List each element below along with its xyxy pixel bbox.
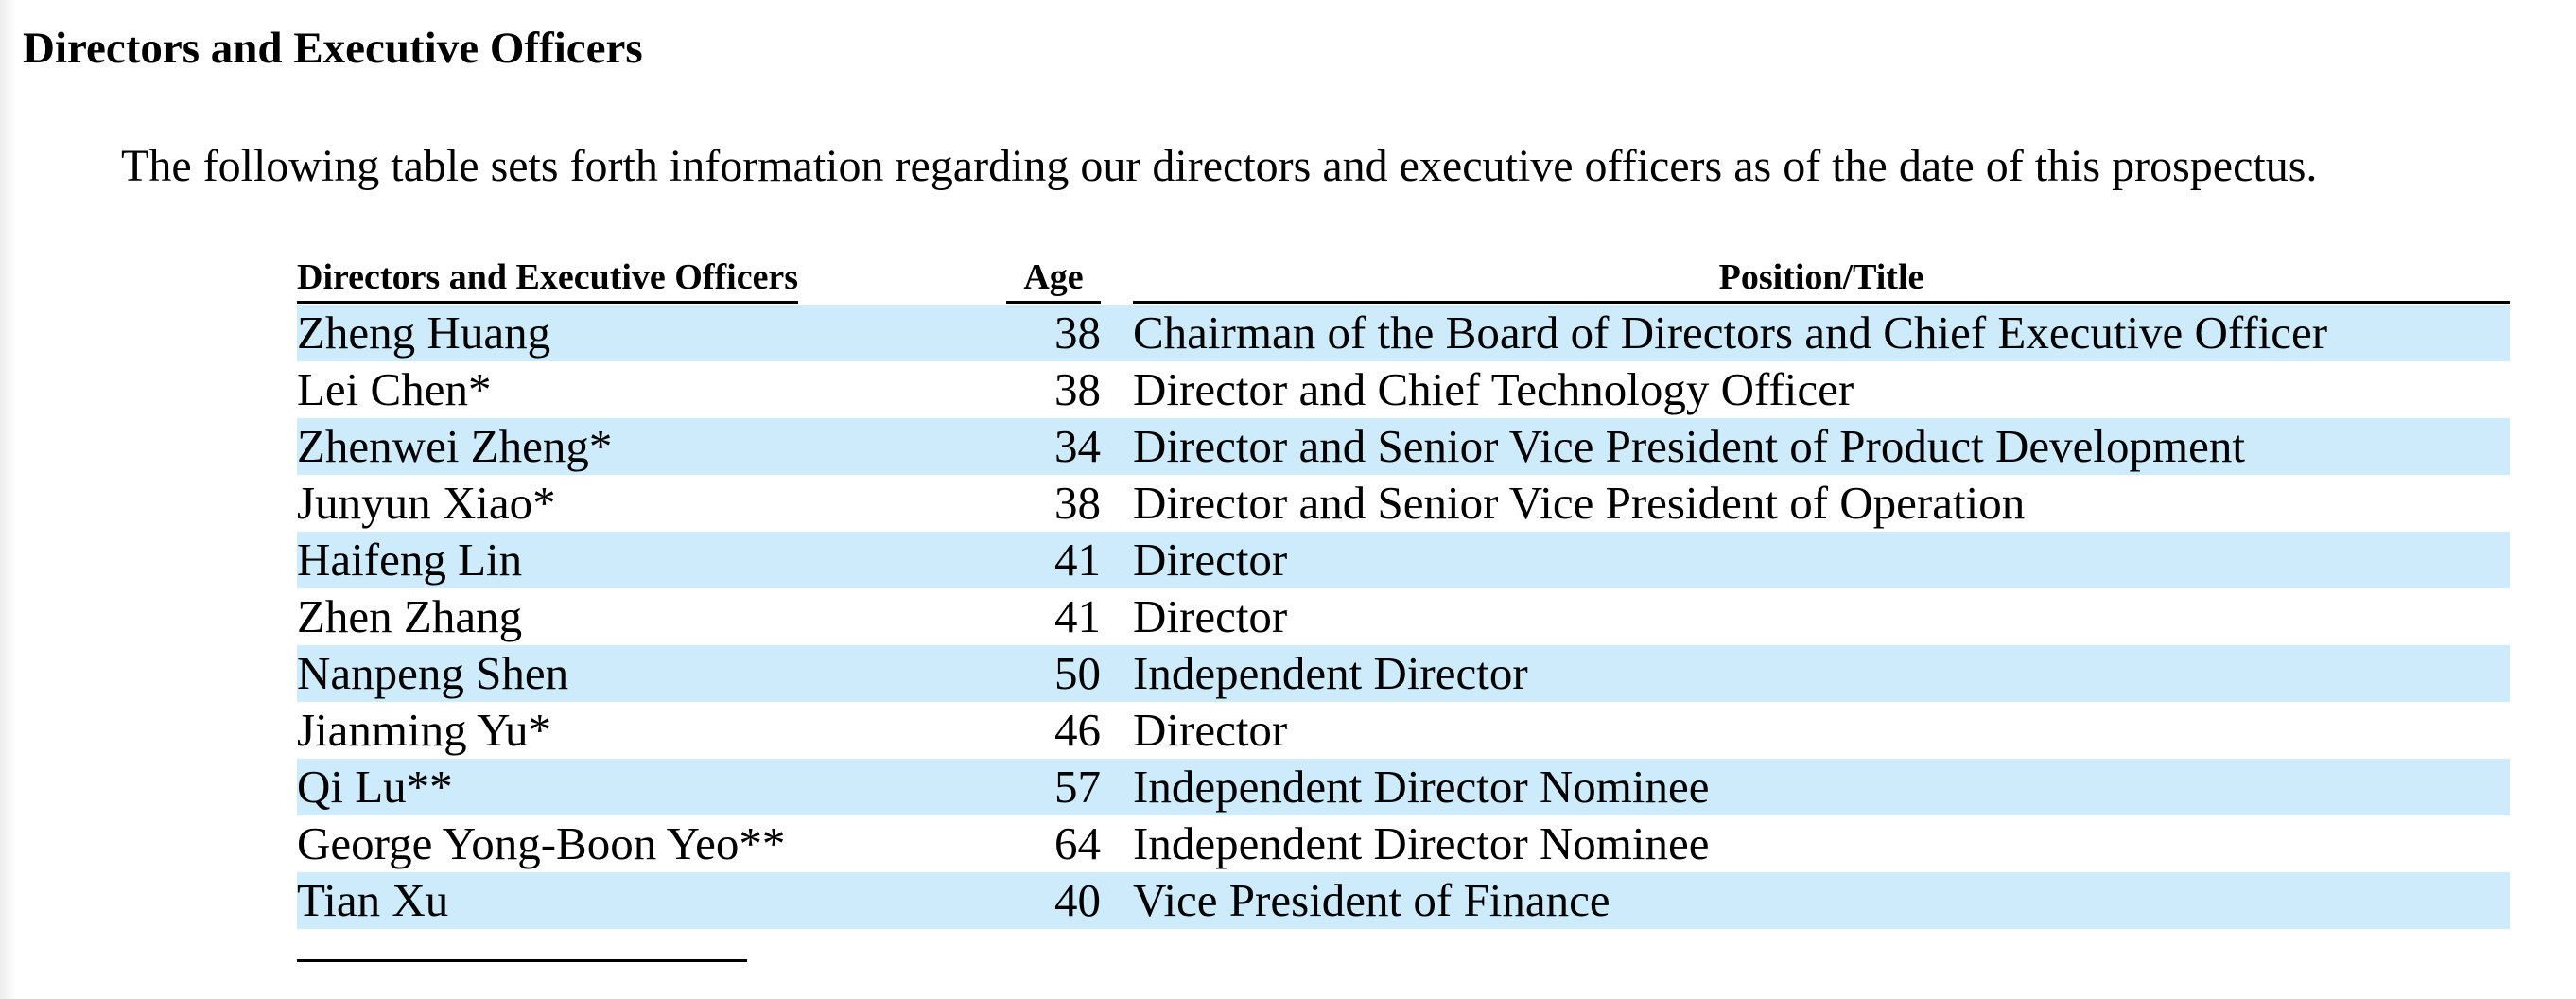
cell-age: 40 [1054,874,1101,926]
table-row [297,588,2510,645]
column-header-position: Position/Title [1133,254,2510,304]
cell-position: Director [1133,534,1288,586]
cell-name: Qi Lu** [297,761,453,813]
cell-age: 57 [1054,761,1101,813]
table-body [297,305,2510,929]
cell-name: Junyun Xiao* [297,477,556,529]
section-heading: Directors and Executive Officers [23,24,643,73]
table-row [297,532,2510,588]
table-row [297,815,2510,872]
table-row [297,872,2510,929]
cell-position: Director [1133,590,1288,642]
table-row [297,475,2510,532]
footnote-divider [297,959,747,962]
cell-name: Zhen Zhang [297,590,523,642]
cell-position: Independent Director Nominee [1133,761,1710,813]
cell-age: 41 [1054,590,1101,642]
cell-age: 38 [1054,363,1101,415]
cell-position: Director and Chief Technology Officer [1133,363,1854,415]
cell-position: Independent Director Nominee [1133,817,1710,869]
table-row [297,759,2510,815]
table-row [297,305,2510,361]
cell-position: Director and Senior Vice President of Operation [1133,477,2026,529]
column-header-name: Directors and Executive Officers [297,254,798,304]
cell-age: 34 [1054,420,1101,472]
intro-paragraph: The following table sets forth information regarding our directors and executive officers as of the date of this prospectus. [121,141,2318,191]
cell-position: Independent Director [1133,647,1528,699]
cell-age: 50 [1054,647,1101,699]
column-header-age: Age [1006,254,1101,304]
cell-position: Director [1133,704,1288,756]
cell-name: Haifeng Lin [297,534,523,586]
cell-age: 38 [1054,307,1101,359]
cell-name: George Yong-Boon Yeo** [297,817,786,869]
cell-age: 38 [1054,477,1101,529]
table-row [297,645,2510,702]
cell-age: 64 [1054,817,1101,869]
table-row [297,361,2510,418]
table-header-row [297,254,2510,305]
cell-name: Lei Chen* [297,363,492,415]
officers-table [297,254,2510,929]
cell-name: Jianming Yu* [297,704,552,756]
cell-age: 46 [1054,704,1101,756]
table-row [297,418,2510,475]
table-row [297,702,2510,759]
cell-name: Zhenwei Zheng* [297,420,613,472]
cell-name: Nanpeng Shen [297,647,569,699]
page-edge-shadow [0,0,15,999]
cell-position: Chairman of the Board of Directors and Chief Executive Officer [1133,307,2328,359]
cell-name: Zheng Huang [297,307,551,359]
cell-name: Tian Xu [297,874,449,926]
cell-position: Director and Senior Vice President of Product Development [1133,420,2245,472]
cell-position: Vice President of Finance [1133,874,1610,926]
cell-age: 41 [1054,534,1101,586]
